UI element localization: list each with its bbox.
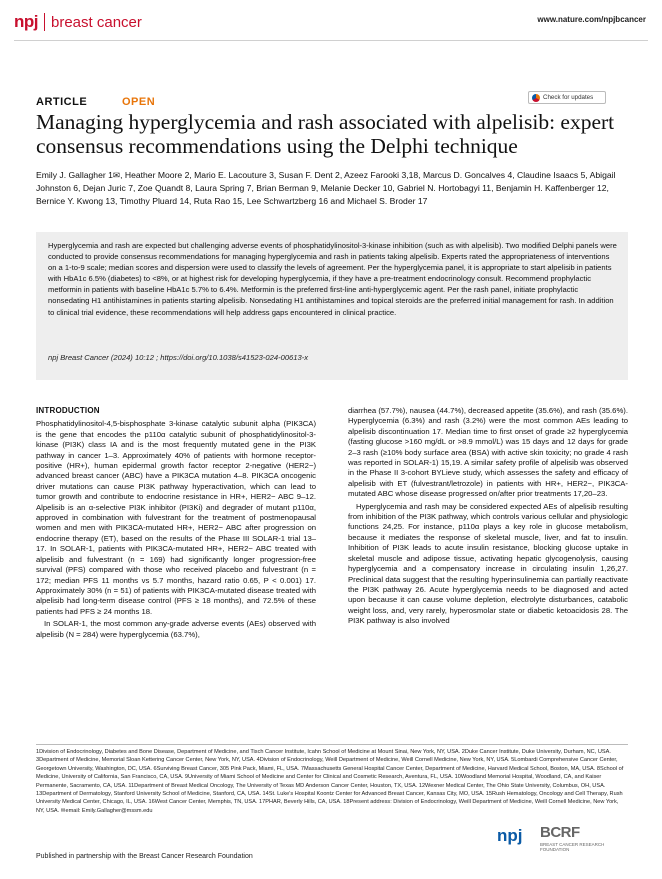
intro-paragraph-2: In SOLAR-1, the most common any-grade adverse events (AEs) observed with alpelisib (N = 284) were hyperglycemia (63.7%),	[36, 619, 316, 639]
abstract-text: Hyperglycemia and rash are expected but challenging adverse events of phosphatidylinositol-3-kinase inhibition (such as with alpelisib). Two modified Delphi panels were conducted to provide consensus recommendations for managing hyperglycemia and rash in patients taking alpelisib. Experts rated the appropriateness of interventions on a 1-to-9 scale; median scores and dispersion were used to classify the levels of agreement. Per the hyperglycemia panel, it is appropriate to start alpelisib in patients with HbA1c 6.5% (diabetes) to <8%, or at highest risk for developing hyperglycemia, if they have a pre-treatment endocrinology consult. Recommend prophylactic metformin in patients with baseline HbA1c 5.7% to 6.4%. Metformin is the preferred first-line anti-hyperglycemic agent. Per the rash panel, initiate prophylactic nonsedating H1 antihistamines in patients starting alpelisib. Nonsedating H1 antihistamines and topical steroids are the preferred initial management for rash. In addition to clinical trial evidence, these recommendations will help address gaps encountered in clinical practice.	[48, 241, 617, 317]
journal-url-link[interactable]: www.nature.com/npjbcancer	[537, 15, 646, 24]
header-rule	[14, 40, 648, 41]
check-updates-label: Check for updates	[543, 94, 594, 101]
citation-line[interactable]: npj Breast Cancer (2024) 10:12 ; https://doi.org/10.1038/s41523-024-00613-x	[48, 353, 309, 362]
partnership-note: Published in partnership with the Breast Cancer Research Foundation	[36, 853, 253, 860]
open-access-label: OPEN	[122, 96, 156, 108]
intro-heading: INTRODUCTION	[36, 406, 100, 415]
article-type: ARTICLE	[36, 96, 88, 108]
right-paragraph-2: Hyperglycemia and rash may be considered expected AEs of alpelisib resulting from inhibition of the PI3K pathway, which controls various cellular and physiologic functions 24,25. For instance, p110α plays a key role in glucose metabolism, because it mediates the response of skeletal muscle, liver, and fat to insulin. Inhibition of PI3K leads to acute insulin resistance, blocking glucose uptake in skeletal muscle and adipose tissue, activating hepatic glycogenolysis, causing hyperglycemia and a compensatory increase in circulating insulin 1,26,27. Preclinical data suggest that the resulting hyperinsulinemia can partially reactivate the PI3K pathway 26. Acute hyperglycemia needs to be diagnosed and acted upon because it can cause volume depletion, electrolyte disturbances, catabolic weight loss, and, very rarely, hyperosmolar state or diabetic ketoacidosis 28. The PI3K pathway is also involved	[348, 501, 628, 626]
footnote-rule	[36, 744, 628, 745]
footer-npj-logo: npj	[497, 826, 523, 845]
right-paragraph-1: diarrhea (57.7%), nausea (44.7%), decreased appetite (35.6%), and rash (35.6%). Hyperglycemia (6.3%) and rash (3.2%) were the most common AEs leading to alpelisib discontinuation 17. Median time to first onset of grade ≥2 hyperglycemia (fasting glucose >160 mg/dL or >8.9 mmol/L) was 15 days and 12 days for grade 2–3 rash (≥10% body surface area (BSA) with active skin toxicity; no grade 4 rash was reported in SOLAR-1) 15,19. A similar safety profile of alpelisib was observed in the Phase II 3-cohort BYLieve study, which assesses the safety and efficacy of alpelisib with ET (fulvestrant/letrozole) in patients with HR+, HER2−, PIK3CA-mutated ABC whose disease progressed on/after prior treatments 17,20–23.	[348, 406, 628, 499]
affiliations: 1Division of Endocrinology, Diabetes and Bone Disease, Department of Medicine, and Tisch Cancer Institute, Icahn School of Medicine at Mount Sinai, New York, NY, USA. 2Duke Cancer Institute, Duke University, Durham, NC, USA. 3Department of Medicine, Memorial Sloan Kettering Cancer Center, New York, NY, USA. 4Division of Endocrinology, Weill Department of Medicine, Weill Cornell Medicine, New York, NY, USA. 5Lombardi Comprehensive Cancer Center, Georgetown University, Washington, DC, USA. 6Surviving Breast Cancer, 305 Pink Pack, Miami, FL, USA. 7Massachusetts General Hospital Cancer Center, Department of Medicine, Harvard Medical School, Boston, MA, USA. 8School of Medicine, University of California, San Francisco, CA, USA. 9University of Miami School of Medicine and Center for Clinical and Cosmetic Research, Aventura, FL, USA. 10Woodland Memorial Hospital, Woodland, CA, and Kaiser Permanente, Sacramento, CA, USA. 11Department of Breast Medical Oncology, The University of Texas MD Anderson Cancer Center, Houston, TX, USA. 12Wexner Medical Center, The Ohio State University, Columbus, OH, USA. 13Department of Dermatology, Stanford University School of Medicine, Stanford, CA, USA. 14St. Luke's Hospital Koontz Center for Advanced Breast Cancer, Kansas City, MO, USA. 15Rush Hematology, Oncology and Cell Therapy, Rush University Medical Center, Chicago, IL, USA. 16West Cancer Center, Memphis, TN, USA. 17PHAR, Beverly Hills, CA, USA. 18Present address: Division of Endocrinology, Weill Department of Medicine, Weill Cornell Medicine, New York, NY, USA. ✉email: Emily.Gallagher@mssm.edu	[36, 749, 624, 814]
journal-header	[14, 11, 142, 33]
article-title: Managing hyperglycemia and rash associated with alpelisib: expert consensus recommendations using the Delphi technique	[36, 110, 615, 158]
check-updates-button[interactable]	[528, 91, 606, 104]
intro-paragraph-1: Phosphatidylinositol-4,5-bisphosphate 3-kinase catalytic subunit alpha (PIK3CA) is the gene that encodes the p110α catalytic subunit of phosphatidylinositol-3-kinase (PI3K) class IA and is the most frequently mutated gene in the PI3K pathway in cancer 1–3. Approximately 40% of patients with hormone receptor-positive (HR+), human epidermal growth factor receptor 2-negative (HER2−) advanced breast cancer (ABC) have a PIK3CA mutation 4–8. PIK3CA oncogenic driver mutations can cause PI3K pathway hyperactivation, which can lead to tumor growth and contribute to endocrine resistance in HR+, HER2− ABC 9–12. Alpelisib is an α-selective PI3K inhibitor (PI3Ki) and degrader of mutant p110α, approved in combination with fulvestrant for the treatment of postmenopausal women and men with PIK3CA-mutated HR+, HER2− ABC after progression on endocrine therapy (ET), based on the results of the Phase III SOLAR-1 trial 13–17. In SOLAR-1, patients with PIK3CA-mutated HR+, HER2− ABC treated with alpelisib and fulvestrant (n = 169) had significantly longer progression-free survival (PFS) compared with those who received placebo and fulvestrant (n = 172; median PFS 11 months vs 5.7 months, hazard ratio 0.65, P < 0.001) 17. Approximately 30% (n = 51) of patients with PIK3CA-mutated disease treated with alpelisib had long-term disease control (PFS ≥ 18 months), and 72.5% of these patients had PFS ≥ 24 months 18.	[36, 419, 316, 616]
left-column	[36, 406, 316, 642]
journal-name: breast cancer	[51, 13, 142, 31]
bcrf-logo-subtitle: BREAST CANCER RESEARCH FOUNDATION	[540, 842, 605, 852]
bcrf-logo: BCRF	[540, 824, 580, 841]
right-column	[348, 406, 628, 629]
header-divider	[44, 13, 45, 31]
crossmark-icon	[532, 94, 540, 102]
author-list: Emily J. Gallagher 1✉, Heather Moore 2, Mario E. Lacouture 3, Susan F. Dent 2, Azeez Farooki 3,18, Marcus D. Goncalves 4, Claudine Isaacs 5, Abigail Johnston 6, Dejan Juric 7, Zoe Quandt 8, Laura Spring 7, Brian Berman 9, Melanie Decker 10, Gabriel N. Hortobagyi 11, Benjamin H. Kaffenberger 12, Bernice Y. Kwong 13, Timothy Pluard 14, Ruta Rao 15, Lee Schwartzberg 16 and Michael S. Broder 17	[36, 170, 616, 207]
npj-logo: npj	[14, 12, 38, 31]
